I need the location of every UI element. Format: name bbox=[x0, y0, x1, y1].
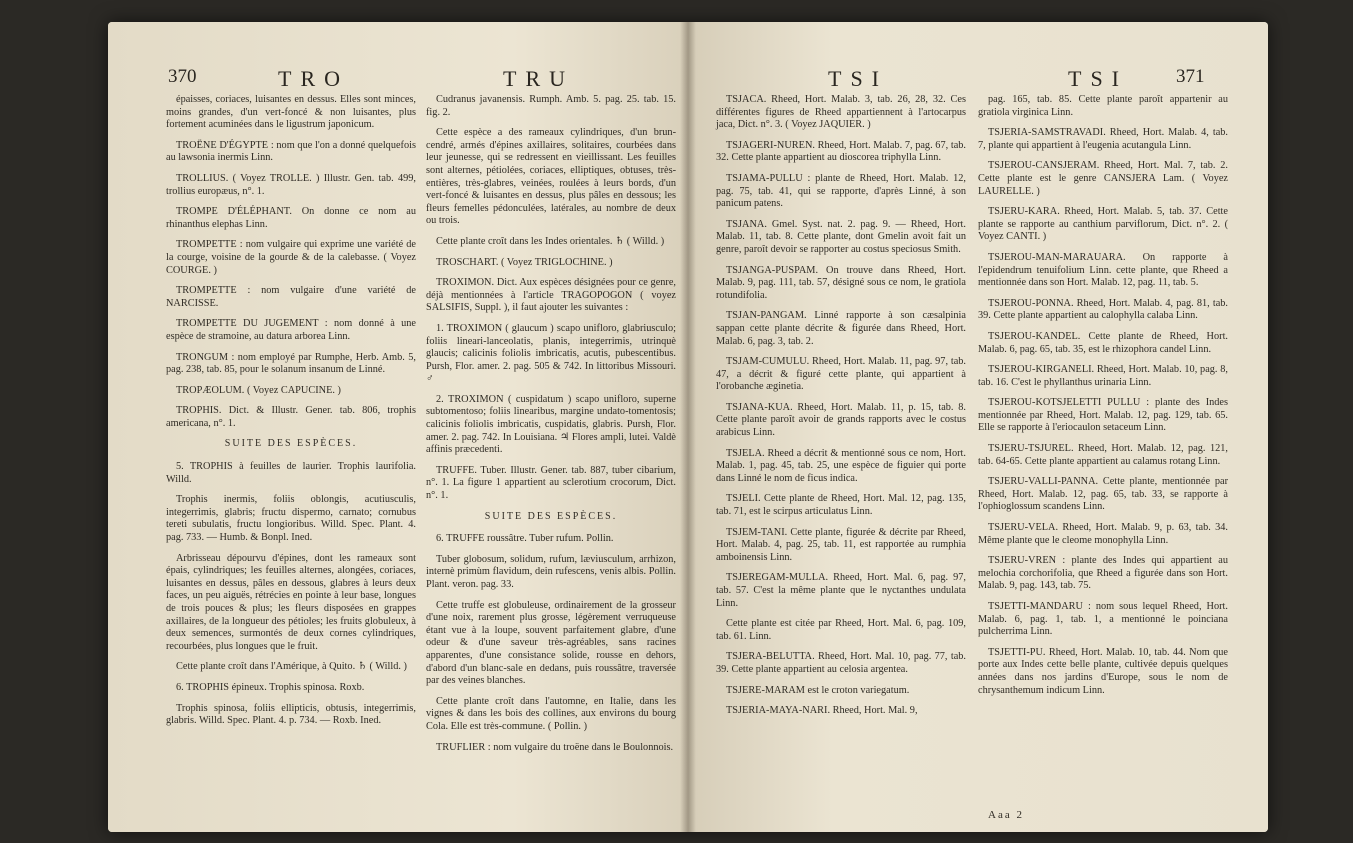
entry-paragraph: TROXIMON. Dict. Aux espèces désignées pour ce genre, déjà mentionnées à l'article TRAGOPOGON ( voyez SALSIFIS, Suppl. ), il faut ajouter les suivantes : bbox=[426, 277, 676, 314]
entry-paragraph: épaisses, coriaces, luisantes en dessus. Elles sont minces, moins grandes, d'un vert-foncé & non luisantes, plus fortement acuminées dans le ligustrum japonicum. bbox=[166, 94, 416, 131]
entry-paragraph: TSJEM-TANI. Cette plante, figurée & décrite par Rheed, Hort. Malab. 4, pag. 25, tab. 11, est rapportée au rumphia amboinensis Linn. bbox=[716, 526, 966, 563]
entry-paragraph: TSJEROU-KIRGANELI. Rheed, Hort. Malab. 10, pag. 8, tab. 16. C'est le phyllanthus urinaria Linn. bbox=[978, 364, 1228, 388]
right-running-head-tsi-a: TSI bbox=[828, 66, 888, 91]
entry-paragraph: Cudranus javanensis. Rumph. Amb. 5. pag. 25. tab. 15. fig. 2. bbox=[426, 94, 676, 118]
left-column-1 bbox=[166, 94, 416, 736]
entry-paragraph: TSJERE-MARAM est le croton variegatum. bbox=[726, 684, 910, 696]
entry-paragraph: TSJAMA-PULLU : plante de Rheed, Hort. Malab. 12, pag. 75, tab. 41, qui se rapporte, d'après Linné, à son panicum patens. bbox=[716, 172, 966, 210]
entry-paragraph: 1. TROXIMON ( glaucum ) scapo unifloro, glabriusculo; foliis lineari-lanceolatis, planis, integerrimis, utrinquè glaucis; calicinis foliolis imbricatis, acutis, pubescentibus. Pursh, Flor. amer. 2. pag. 505 & 742. In littoribus Missouri. ♂ bbox=[426, 322, 676, 385]
entry-paragraph: 2. TROXIMON ( cuspidatum ) scapo unifloro, superne subtomentoso; foliis linearibus, margine undato-tomentosis; calicinis foliolis imbricatis, cuspidatis, glabris. Pursh, Flor. amer. 2. pag. 742. In Louisiana. ♃ Flores ampli, lutei. Valdè affinis præcedenti. bbox=[426, 393, 676, 456]
entry-paragraph: Cette plante est citée par Rheed, Hort. Mal. 6, pag. 109, tab. 61. Linn. bbox=[716, 618, 966, 642]
entry-paragraph: Cette espèce a des rameaux cylindriques, d'un brun-cendré, armés d'épines axillaires, solitaires, courbées dans leur jeunesse, qui se redressent en vieillissant. Les feuilles sont alternes, pétiolées, coriaces, elliptiques, obtuses, très-entières, très-glabres, veinées, roulées à leurs bords, d'un vert-foncé & luisantes en dessus, plus pâles en dessous; les fleurs femelles pédonculées, latérales, au nombre de deux ou trois. bbox=[426, 127, 676, 227]
entry-paragraph: SUITE DES ESPÈCES. bbox=[224, 438, 358, 450]
entry-paragraph: TSJANA. Gmel. Syst. nat. 2. pag. 9. — Rheed, Hort. Malab. 11, tab. 8. Cette plante, dont Gmelin avoit fait un genre, paroît devoir se rapporter au costus speciosus Smith. bbox=[716, 218, 966, 255]
entry-paragraph: TROËNE D'ÉGYPTE : nom que l'on a donné quelquefois au lawsonia inermis Linn. bbox=[166, 139, 416, 164]
entry-paragraph: TROMPE D'ÉLÉPHANT. On donne ce nom au rhinanthus elephas Linn. bbox=[166, 206, 416, 230]
left-column-2 bbox=[426, 94, 676, 762]
open-book-scan bbox=[108, 22, 1268, 832]
entry-paragraph: TSJEREGAM-MULLA. Rheed, Hort. Mal. 6, pag. 97, tab. 57. C'est la même plante que le nyctanthes undulata Linn. bbox=[716, 572, 966, 609]
entry-paragraph: TSJACA. Rheed, Hort. Malab. 3, tab. 26, 28, 32. Ces différentes figures de Rheed appartiennent à l'artocarpus jaca, Dict. n°. 3. ( Voyez JAQUIER. ) bbox=[716, 94, 966, 131]
entry-paragraph: TSJEROU-KOTSJELETTI PULLU : plante des Indes mentionnée par Rheed, Hort. Malab. 12, pag. 129, tab. 65. Elle se rapporte à l'eriocaulon setaceum Linn. bbox=[978, 397, 1228, 434]
right-page bbox=[688, 22, 1268, 832]
entry-paragraph: Trophis spinosa, foliis ellipticis, obtusis, integerrimis, glabris. Willd. Spec. Plant. 4. p. 734. — Roxb. Ined. bbox=[166, 702, 416, 727]
entry-paragraph: SUITE DES ESPÈCES. bbox=[484, 510, 618, 522]
book-gutter bbox=[680, 22, 696, 832]
entry-paragraph: TRUFFE. Tuber. Illustr. Gener. tab. 887, tuber cibarium, n°. 1. La figure 1 appartient au sclerotium crocorum, Dict. n°. 1. bbox=[426, 464, 676, 502]
entry-paragraph: 6. TROPHIS épineux. Trophis spinosa. Roxb. bbox=[176, 681, 365, 693]
entry-paragraph: Cette plante croît dans l'automne, en Italie, dans les vignes & dans les bois des collines, aux environs du bourg Cola. Elle est très-commune. ( Pollin. ) bbox=[426, 695, 676, 732]
right-column-1 bbox=[716, 94, 966, 726]
entry-paragraph: TSJERIA-SAMSTRAVADI. Rheed, Hort. Malab. 4, tab. 7, plante qui appartient à l'eugenia acutangula Linn. bbox=[978, 127, 1228, 151]
left-page-number: 370 bbox=[168, 66, 197, 87]
left-page bbox=[108, 22, 688, 832]
entry-paragraph: TSJEROU-PONNA. Rheed, Hort. Malab. 4, pag. 81, tab. 39. Cette plante appartient au calophylla calaba Linn. bbox=[978, 297, 1228, 322]
entry-paragraph: 6. TRUFFE roussâtre. Tuber rufum. Pollin. bbox=[436, 533, 614, 545]
entry-paragraph: Trophis inermis, foliis oblongis, acutiusculis, integerrimis, glabris; fructu dispermo, carnato; cornubus tereti subulatis, fructu longioribus. Willd. Spec. Plant. 4. pag. 733. — Humb. & Bonpl. Ined. bbox=[166, 494, 416, 544]
entry-paragraph: TSJERU-TSJUREL. Rheed, Hort. Malab. 12, pag. 121, tab. 64-65. Cette plante appartient au calamus rotang Linn. bbox=[978, 443, 1228, 467]
entry-paragraph: TSJERU-VREN : plante des Indes qui appartient au melochia corchorifolia, que Rheed a figurée dans son Hort. Malab. 9, pag. 143, tab. 75. bbox=[978, 555, 1228, 592]
left-running-head-tru: TRU bbox=[503, 66, 574, 91]
entry-paragraph: TSJERU-VELA. Rheed, Hort. Malab. 9, p. 63, tab. 34. Même plante que le cleome monophylla Linn. bbox=[978, 522, 1228, 546]
entry-paragraph: TSJERU-VALLI-PANNA. Cette plante, mentionnée par Rheed, Hort. Malab. 12, pag. 65, tab. 33, se rapporte à l'ophioglossum scandens Linn. bbox=[978, 476, 1228, 513]
entry-paragraph: TRUFLIER : nom vulgaire du troëne dans le Boulonnois. bbox=[436, 741, 674, 753]
entry-paragraph: TSJELI. Cette plante de Rheed, Hort. Mal. 12, pag. 135, tab. 71, est le scirpus articulatus Linn. bbox=[716, 493, 966, 518]
entry-paragraph: TSJEROU-CANSJERAM. Rheed, Hort. Mal. 7, tab. 2. Cette plante est le genre CANSJERA Lam. ( Voyez LAURELLE. ) bbox=[978, 160, 1228, 197]
signature-mark: Aaa 2 bbox=[988, 809, 1024, 821]
entry-paragraph: TROMPETTE : nom vulgaire d'une variété de NARCISSE. bbox=[166, 285, 416, 309]
entry-paragraph: Cette plante croît dans l'Amérique, à Quito. ♄ ( Willd. ) bbox=[176, 661, 407, 673]
entry-paragraph: Cette plante croît dans les Indes orientales. ♄ ( Willd. ) bbox=[436, 235, 665, 247]
entry-paragraph: TROSCHART. ( Voyez TRIGLOCHINE. ) bbox=[436, 256, 613, 268]
entry-paragraph: TROLLIUS. ( Voyez TROLLE. ) Illustr. Gen. tab. 499, trollius europæus, n°. 1. bbox=[166, 172, 416, 197]
entry-paragraph: TROPÆOLUM. ( Voyez CAPUCINE. ) bbox=[176, 384, 341, 396]
entry-paragraph: TROMPETTE DU JUGEMENT : nom donné à une espèce de stramoine, au datura arborea Linn. bbox=[166, 318, 416, 342]
entry-paragraph: TROMPETTE : nom vulgaire qui exprime une variété de la courge, voisine de la gourde & de la calebasse. ( Voyez COURGE. ) bbox=[166, 239, 416, 276]
right-page-number: 371 bbox=[1176, 66, 1205, 87]
entry-paragraph: pag. 165, tab. 85. Cette plante paroît appartenir au gratiola virginica Linn. bbox=[978, 94, 1228, 118]
entry-paragraph: Arbrisseau dépourvu d'épines, dont les rameaux sont épais, cylindriques; les feuilles alternes, alongées, coriaces, luisantes en dessus, pâles en dessous, glabres à leurs deux faces, un peu aiguës, rétrécies en pointe à leur base, longues de trois pouces & plus; les fleurs disposées en grappes axillaires, de la longueur des pétioles; les fruits globuleux, à deux semences, surmontés de deux cornes cylindriques, recourbées, plus longues que le fruit. bbox=[166, 552, 416, 652]
right-running-head-tsi-b: TSI bbox=[1068, 66, 1128, 91]
right-column-2 bbox=[978, 94, 1228, 705]
entry-paragraph: TROPHIS. Dict. & Illustr. Gener. tab. 806, trophis americana, n°. 1. bbox=[166, 405, 416, 429]
entry-paragraph: TSJEROU-KANDEL. Cette plante de Rheed, Hort. Malab. 6, pag. 65, tab. 35, est le rhizophora candel Linn. bbox=[978, 330, 1228, 355]
entry-paragraph: TSJERA-BELUTTA. Rheed, Hort. Mal. 10, pag. 77, tab. 39. Cette plante appartient au celosia argentea. bbox=[716, 651, 966, 675]
entry-paragraph: TSJETTI-MANDARU : nom sous lequel Rheed, Hort. Malab. 6, pag. 1, tab. 1, a mentionné le poinciana pulcherrima Linn. bbox=[978, 601, 1228, 638]
entry-paragraph: TRONGUM : nom employé par Rumphe, Herb. Amb. 5, pag. 238, tab. 85, pour le solanum insanum de Linné. bbox=[166, 351, 416, 376]
entry-paragraph: TSJERU-KARA. Rheed, Hort. Malab. 5, tab. 37. Cette plante se rapporte au canthium parviflorum, Dict. n°. 2. ( Voyez CANTI. ) bbox=[978, 206, 1228, 243]
left-running-head-tro: TRO bbox=[278, 66, 349, 91]
entry-paragraph: TSJAN-PANGAM. Linné rapporte à son cæsalpinia sappan cette plante décrite & figurée dans Rheed, Hort. Malab. 6, pag. 3, tab. 2. bbox=[716, 310, 966, 347]
entry-paragraph: TSJETTI-PU. Rheed, Hort. Malab. 10, tab. 44. Nom que porte aux Indes cette belle plante, cultivée depuis quelques années dans nos jardins d'Europe, sous le nom de chrysanthemum indicum Linn. bbox=[978, 646, 1228, 696]
entry-paragraph: TSJERIA-MAYA-NARI. Rheed, Hort. Mal. 9, bbox=[726, 705, 918, 717]
entry-paragraph: Cette truffe est globuleuse, ordinairement de la grosseur d'une noix, rarement plus grosse, légèrement verruqueuse étant vue à la loupe, souvent parfaitement glabre, d'une odeur & d'une saveur très-agréables, sans racines apparentes, d'une consistance solide, rousse en dehors, d'abord d'un blanc-sale en dedans, puis roussâtre, traversée par des veines blanches. bbox=[426, 599, 676, 687]
entry-paragraph: TSJELA. Rheed a décrit & mentionné sous ce nom, Hort. Malab. 1, pag. 45, tab. 25, une espèce de figuier qui porte dans Linné le nom de ficus indica. bbox=[716, 447, 966, 484]
entry-paragraph: TSJANA-KUA. Rheed, Hort. Malab. 11, p. 15, tab. 8. Cette plante paroît avoir de grands rapports avec le costus arabicus Linn. bbox=[716, 401, 966, 439]
entry-paragraph: TSJEROU-MAN-MARAUARA. On rapporte à l'epidendrum tenuifolium Linn. cette plante, que Rheed a mentionnée dans son Hort. Malab. 12, pag. 11, tab. 5. bbox=[978, 251, 1228, 289]
entry-paragraph: TSJANGA-PUSPAM. On trouve dans Rheed, Hort. Malab. 9, pag. 111, tab. 57, désigné sous ce nom, le gratiola rotundifolia. bbox=[716, 264, 966, 301]
entry-paragraph: TSJAM-CUMULU. Rheed, Hort. Malab. 11, pag. 97, tab. 47, a décrit & figuré cette plante, qui appartient à l'orobanche æginetia. bbox=[716, 356, 966, 393]
entry-paragraph: Tuber globosum, solidum, rufum, læviusculum, arrhizon, internè primùm flavidum, dein rufescens, venis albis. Pollin. Plant. veron. pag. 33. bbox=[426, 553, 676, 590]
entry-paragraph: 5. TROPHIS à feuilles de laurier. Trophis laurifolia. Willd. bbox=[166, 461, 416, 485]
entry-paragraph: TSJAGERI-NUREN. Rheed, Hort. Malab. 7, pag. 67, tab. 32. Cette plante appartient au dioscorea triphylla Linn. bbox=[716, 139, 966, 164]
